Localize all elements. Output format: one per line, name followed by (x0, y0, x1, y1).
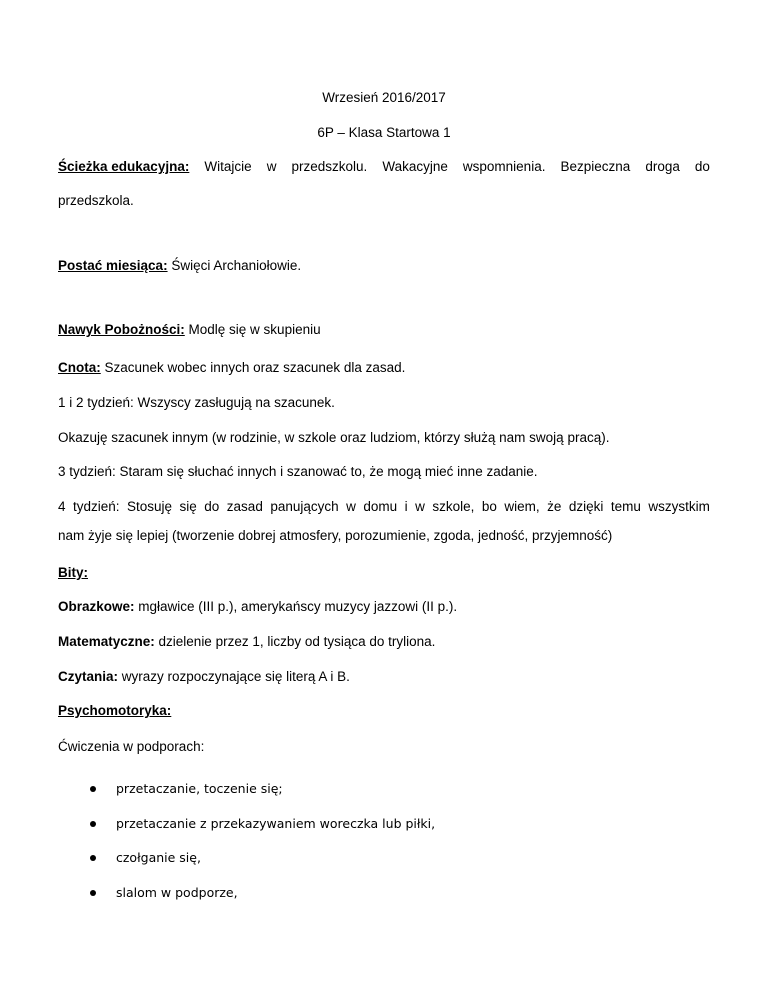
obrazkowe-line (58, 597, 710, 617)
class-heading: 6P – Klasa Startowa 1 (317, 125, 451, 140)
postac-text: Święci Archaniołowie. (167, 258, 302, 273)
okazuje-line: Okazuję szacunek innym (w rodzinie, w szkole oraz ludziom, którzy służą nam swoją pracą). (58, 430, 610, 445)
bity-heading (58, 563, 710, 583)
week-4-word: domu (363, 499, 398, 514)
sciezka-label: Ścieżka edukacyjna: (58, 159, 190, 174)
postac-label: Postać miesiąca: (58, 258, 168, 273)
matematyczne-line (58, 632, 710, 652)
psychomotoryka-heading (58, 701, 710, 721)
sciezka-word: wspomnienia. (462, 159, 546, 174)
week-4-word: szkole, (432, 499, 475, 514)
cnota-text: Szacunek wobec innych oraz szacunek dla zasad. (100, 360, 406, 375)
matematyczne-text: dzielenie przez 1, liczby od tysiąca do tryliona. (154, 634, 436, 649)
cnota-line (58, 358, 710, 378)
bullet-icon (90, 855, 96, 861)
week-4-continuation: nam żyje się lepiej (tworzenie dobrej atmosfery, porozumienie, zgoda, jedność, przyjemność) (58, 528, 613, 543)
bity-label: Bity: (58, 565, 88, 580)
week-4-word: temu (610, 499, 641, 514)
sciezka-word: droga (645, 159, 680, 174)
postac-line (58, 256, 710, 276)
week-4-word: bo (481, 499, 497, 514)
sciezka-word: przedszkolu. (291, 159, 368, 174)
psychomotoryka-label: Psychomotoryka: (58, 703, 172, 718)
list-item-text: slalom w podporze, (116, 885, 238, 900)
matematyczne-label: Matematyczne: (58, 634, 155, 649)
nawyk-text: Modlę się w skupieniu (184, 322, 321, 337)
sciezka-word: w (266, 159, 277, 174)
bullet-icon (90, 890, 96, 896)
list-item-text: przetaczanie, toczenie się; (116, 781, 283, 796)
week-4-word: wszystkim (648, 499, 710, 514)
week-4-line (58, 497, 710, 517)
week-4-word: 4 (58, 499, 66, 514)
week-4-word: wiem, (504, 499, 540, 514)
week-3-line: 3 tydzień: Staram się słuchać innych i szanować to, że mogą mieć inne zadanie. (58, 464, 538, 479)
sciezka-word: do (694, 159, 710, 174)
week-4-word: i (404, 499, 408, 514)
sciezka-word: Wakacyjne (382, 159, 448, 174)
document-title: Wrzesień 2016/2017 (322, 90, 446, 105)
sciezka-word: Bezpieczna (560, 159, 631, 174)
week-4-word: dzięki (568, 499, 604, 514)
obrazkowe-label: Obrazkowe: (58, 599, 135, 614)
week-4-word: do (204, 499, 220, 514)
bullet-icon (90, 821, 96, 827)
list-item-text: przetaczanie z przekazywaniem woreczka lub piłki, (116, 816, 436, 831)
document-page (58, 0, 710, 994)
sciezka-continuation: przedszkola. (58, 193, 134, 208)
list-item-text: czołganie się, (116, 850, 201, 865)
week-4-word: tydzień: (73, 499, 120, 514)
psychomotoryka-intro: Ćwiczenia w podporach: (58, 739, 205, 754)
czytania-label: Czytania: (58, 669, 119, 684)
week-4-word: się (179, 499, 197, 514)
cnota-label: Cnota: (58, 360, 101, 375)
czytania-line (58, 667, 710, 687)
week-4-word: w (415, 499, 425, 514)
nawyk-line (58, 320, 710, 340)
week-1-2-line: 1 i 2 tydzień: Wszyscy zasługują na szacunek. (58, 395, 335, 410)
bullet-icon (90, 786, 96, 792)
week-4-word: panujących (270, 499, 339, 514)
week-4-word: Stosuję (127, 499, 173, 514)
week-4-word: że (547, 499, 562, 514)
obrazkowe-text: mgławice (III p.), amerykańscy muzycy jazzowi (II p.). (134, 599, 458, 614)
sciezka-word: Witajcie (204, 159, 252, 174)
czytania-text: wyrazy rozpoczynające się literą A i B. (118, 669, 350, 684)
nawyk-label: Nawyk Pobożności: (58, 322, 185, 337)
week-4-word: w (346, 499, 356, 514)
sciezka-line (58, 157, 710, 177)
week-4-word: zasad (226, 499, 263, 514)
